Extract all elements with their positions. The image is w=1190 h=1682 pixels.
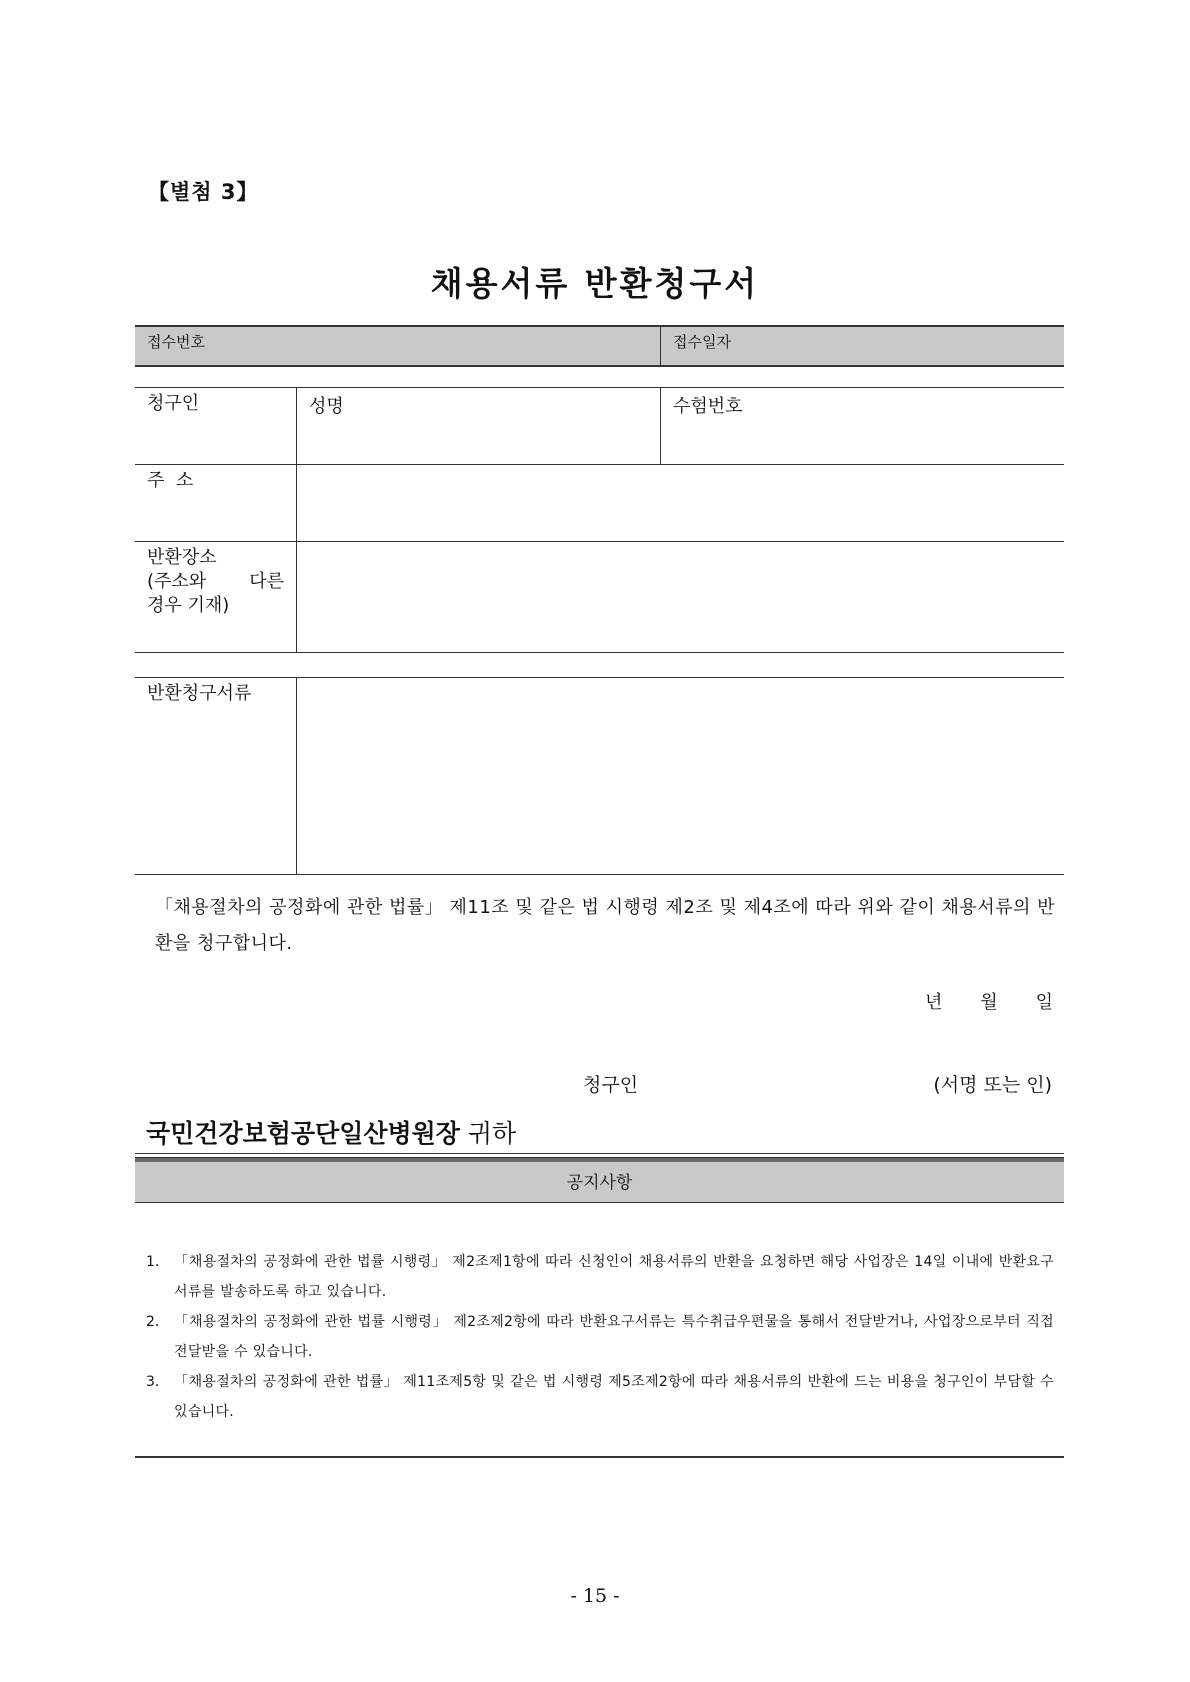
return-place-label [135,542,297,652]
request-form [135,325,1064,875]
notice-item [146,1247,1054,1307]
address-label [135,465,297,541]
page-title: 채용서류 반환청구서 [430,264,760,303]
addressee [146,1114,516,1150]
name-field[interactable]: 성명 [297,388,661,464]
address-label-char-1: 주 [147,470,165,491]
documents-block [135,677,1064,875]
addressee-suffix: 귀하 [459,1119,517,1148]
return-place-field[interactable] [297,542,1064,652]
signature-claimant-label: 청구인 [583,1074,639,1096]
return-place-note-line2: 경우 기재) [147,595,230,616]
notice-item [146,1367,1054,1427]
documents-row [135,678,1064,874]
attachment-label: 【별첨 3】 [148,180,259,204]
address-field[interactable] [297,465,1064,541]
notice-item-text: 「채용절차의 공정화에 관한 법률 시행령」 제2조제1항에 따라 신청인이 채용서류의 반환을 요청하면 해당 사업장은 14일 이내에 반환요구서류를 발송하도록 하고 있습니다. [174,1254,1054,1300]
exam-number-field[interactable]: 수험번호 [673,396,743,417]
notice-divider-top [135,1153,1064,1154]
notice-item-text: 「채용절차의 공정화에 관한 법률 시행령」 제2조제2항에 따라 반환요구서류는 특수취급우편물을 통해서 전달받거나, 사업장으로부터 직접 전달받을 수 있습니다. [174,1314,1054,1360]
documents-field[interactable] [297,678,1064,874]
address-label-char-2: 소 [175,470,194,491]
return-place-note-word2: 다른 [249,571,284,592]
notice-item-number: 3. [146,1374,160,1390]
addressee-organization: 국민건강보험공단일산병원장 [146,1119,460,1148]
receipt-row [135,325,1064,367]
return-place-title: 반환장소 [147,547,217,568]
claimant-row [135,388,1064,464]
notice-item [146,1307,1054,1367]
notice-item-number: 1. [146,1254,160,1270]
receipt-number-field[interactable]: 접수번호 [135,327,661,365]
receipt-date-field[interactable]: 접수일자 [673,333,731,351]
notice-divider-bottom [135,1456,1064,1458]
page-number: - 15 - [570,1585,620,1607]
return-place-note-line1 [147,570,284,594]
notice-heading: 공지사항 [135,1157,1064,1203]
date-year: 년 [925,992,943,1013]
return-place-note-word1: (주소와 [147,571,207,592]
notice-list [146,1247,1054,1427]
documents-label: 반환청구서류 [135,678,297,874]
request-statement: 「채용절차의 공정화에 관한 법률」 제11조 및 같은 법 시행령 제2조 및 제4조에 따라 위와 같이 채용서류의 반환을 청구합니다. [155,897,1055,954]
date-line [925,988,1053,1014]
claimant-block [135,387,1064,653]
notice-item-number: 2. [146,1314,160,1330]
claimant-label: 청구인 [135,388,297,464]
signature-note: (서명 또는 인) [933,1074,1052,1096]
address-row [135,464,1064,541]
date-day: 일 [1035,992,1053,1013]
date-month: 월 [980,992,998,1013]
notice-item-text: 「채용절차의 공정화에 관한 법률」 제11조제5항 및 같은 법 시행령 제5조제2항에 따라 채용서류의 반환에 드는 비용을 청구인이 부담할 수 있습니다. [174,1374,1054,1420]
return-place-row [135,541,1064,652]
